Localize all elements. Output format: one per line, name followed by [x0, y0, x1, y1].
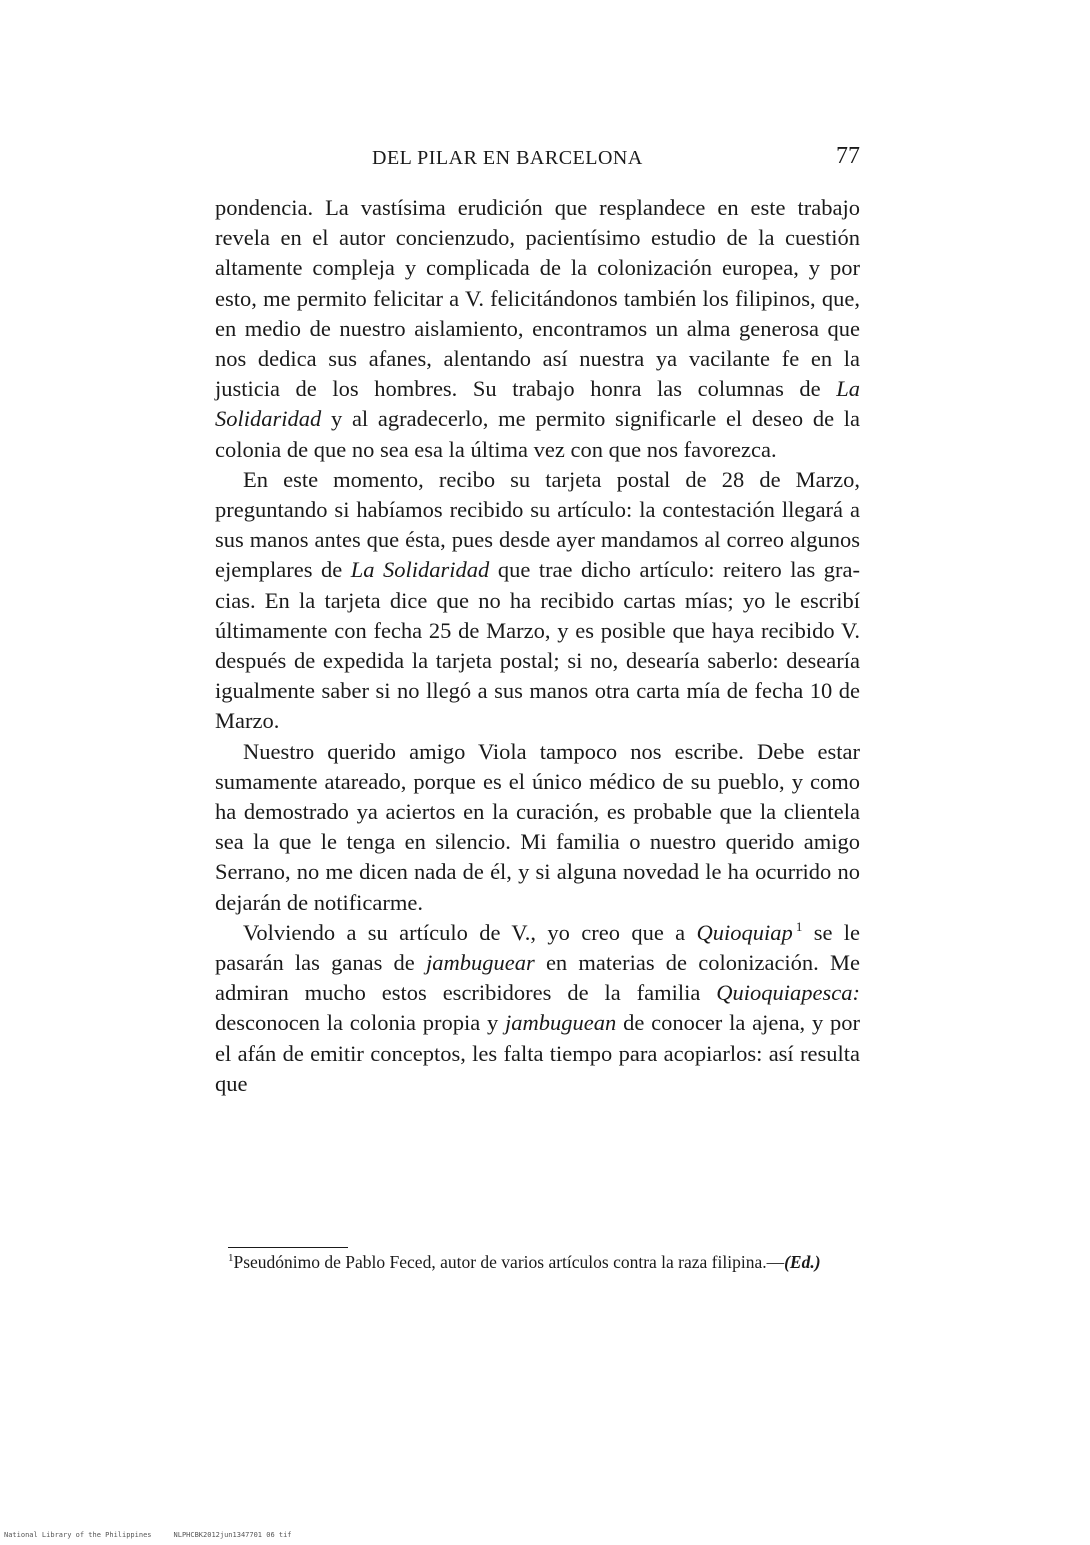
paragraph-3 — [215, 737, 860, 918]
footnote-divider — [228, 1247, 348, 1248]
paragraph-1 — [215, 193, 860, 465]
paragraph-2 — [215, 465, 860, 737]
italic-title: La Solidaridad — [350, 557, 490, 583]
scan-file-id: NLPHCBK2012jun1347701 06 tif — [173, 1531, 292, 1539]
paragraph-4-text: Volviendo a su artículo de V., yo creo que a — [243, 919, 686, 945]
paragraph-1-end: y al agradecerlo, me permito significarle el deseo de la colonia de que no sea esa la última vez con que nos favorezca. — [215, 406, 861, 462]
paragraph-2-text: En este momento, recibo su tarjeta postal de 28 de Marzo, preguntando si habíamos recibido su artículo: la contestación llegará a sus manos antes que ésta, pues desde ayer mandamos al correo algunos ejemplares de — [215, 466, 860, 583]
footnote-editor-tag: (Ed.) — [784, 1252, 821, 1272]
paragraph-4-text: de conocer la ajena, y por el afán de emitir conceptos, les falta tiempo para acopiarlos: así resulta que — [215, 1010, 860, 1096]
footnote-reference[interactable]: 1 — [795, 919, 803, 935]
footnote — [228, 1250, 862, 1274]
page-header — [372, 143, 860, 175]
page-number: 77 — [836, 143, 860, 169]
italic-term: Quioquiapesca: — [716, 980, 860, 1006]
paragraph-1-text: pondencia. La vastísima erudición que resplandece en este trabajo revela en el autor concienzudo, pacientísimo estudio de la cuestión altamente compleja y complicada de la colonización europea, y por esto, me permito felicitar a V. felicitándonos también los filipinos, que, en medio de nuestro aislamiento, encontramos un alma generosa que nos dedica sus afanes, alentando así nuestra ya vacilante fe en la justicia de los hombres. Su trabajo honra las columnas de — [215, 195, 860, 402]
paragraph-4-text: en materias de colonización. Me admiran mucho estos escribidores de la familia — [215, 950, 860, 1006]
footnote-mark: 1 — [228, 1252, 234, 1265]
italic-term: jambuguear — [425, 950, 535, 976]
body-text — [215, 193, 860, 1099]
paragraph-2-end: que trae dicho artículo: reitero las gracias. En la tarjeta dice que no ha recibido cartas mías; yo le escribí últimamente con fecha 25 de Marzo, y es posible que haya recibido V. después de expedida la tarjeta postal; si no, desearía saberlo: desearía igualmente saber si no llegó a sus manos otra carta mía de fecha 10 de Marzo. — [215, 557, 861, 734]
paragraph-4-text: desconocen la colonia propia y — [215, 1010, 499, 1036]
italic-title: La Solidaridad — [215, 376, 861, 432]
italic-term: Quioquiap — [696, 919, 793, 945]
scan-library-label: National Library of the Philippines — [4, 1531, 152, 1539]
paragraph-4-text: se le pasarán las ganas de — [215, 919, 861, 976]
paragraph-4 — [215, 918, 860, 1099]
paragraph-3-text: Nuestro querido amigo Viola tampoco nos escribe. Debe estar sumamente atareado, porque es el único médico de su pueblo, y como ha demostrado ya aciertos en la curación, es probable que la clientela sea la que le tenga en silencio. Mi familia o nuestro querido amigo Serrano, no me dicen nada de él, y si alguna novedad le ha ocurrido no dejarán de notificarme. — [215, 738, 860, 915]
scan-footer — [4, 1531, 292, 1539]
italic-term: jambuguean — [505, 1010, 617, 1036]
footnote-text: Pseudónimo de Pablo Feced, autor de varios artículos contra la raza filipina.— — [233, 1252, 785, 1272]
running-title: DEL PILAR EN BARCELONA — [372, 147, 643, 169]
